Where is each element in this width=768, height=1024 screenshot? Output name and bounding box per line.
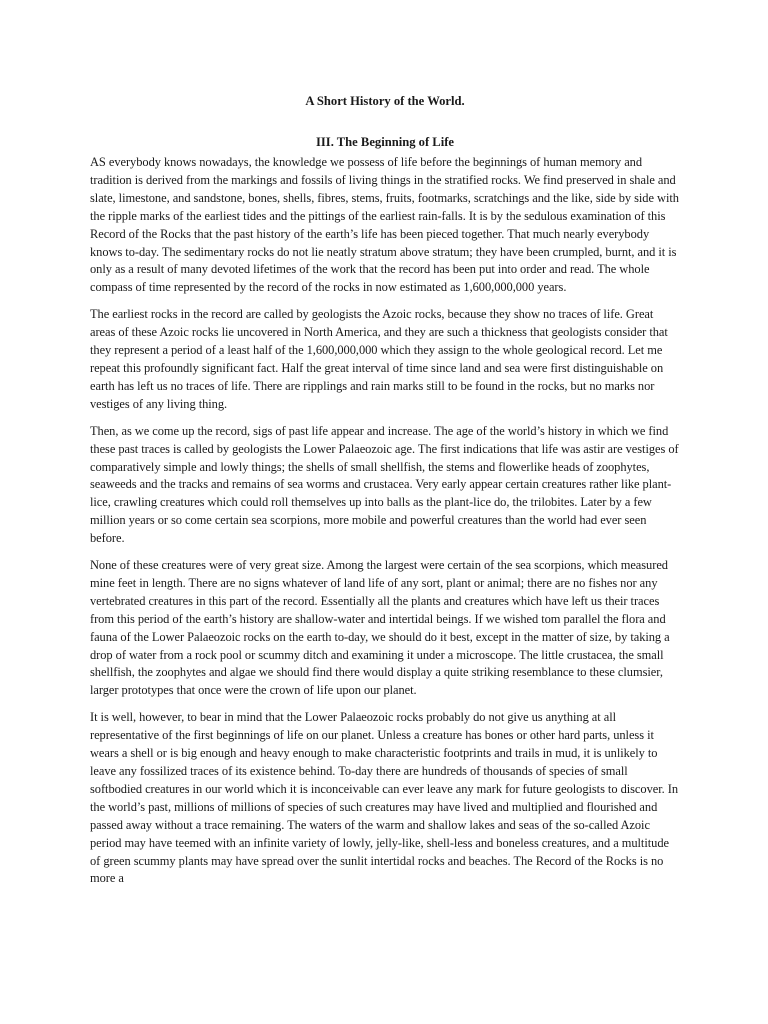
paragraph: It is well, however, to bear in mind that the Lower Palaeozoic rocks probably do not give us anything at all representative of the first beginnings of life on our planet. Unless a creature has bones or other hard parts, unless it wears a shell or is big enough and heavy enough to make characteristic footprints and trails in mud, it is unlikely to leave any fossilized traces of its existence behind. To-day there are hundreds of thousands of species of small softbodied creatures in our world which it is inconceivable can ever leave any mark for future geologists to discover. In the world’s past, millions of millions of species of such creatures may have lived and multiplied and flourished and passed away without a trace remaining. The waters of the warm and shallow lakes and seas of the so-called Azoic period may have teemed with an infinite variety of lowly, jelly-like, shell-less and boneless creatures, and a multitude of green scummy plants may have spread over the sunlit intertidal rocks and beaches. The Record of the Rocks is no more a — [90, 710, 678, 886]
paragraph: Then, as we come up the record, sigs of past life appear and increase. The age of the world’s history in which we find these past traces is called by geologists the Lower Palaeozoic age. The first indications that life was astir are vestiges of comparatively simple and lowly things; the shells of small shellfish, the stems and flowerlike heads of zoophytes, seaweeds and the tracks and remains of sea worms and crustacea. Very early appear certain creatures rather like plant-lice, crawling creatures which could roll themselves up into balls as the plant-lice do, the trilobites. Later by a few million years or so come certain sea scorpions, more mobile and powerful creatures than the world had ever seen before. — [90, 423, 679, 546]
chapter-heading: III. The Beginning of Life — [316, 135, 454, 149]
paragraph: The earliest rocks in the record are called by geologists the Azoic rocks, because they show no traces of life. Great areas of these Azoic rocks lie uncovered in North America, and they are such a thickness that geologists consider that they represent a period of a least half of the 1,600,000,000 which they assign to the whole geological record. Let me repeat this profoundly significant fact. Half the great interval of time since land and sea were first distinguishable on earth has left us no traces of life. There are ripplings and rain marks still to be found in the rocks, but no marks nor vestiges of any living thing. — [90, 307, 668, 411]
document-body — [90, 154, 680, 897]
paragraph: None of these creatures were of very great size. Among the largest were certain of the sea scorpions, which measured mine feet in length. There are no signs whatever of land life of any sort, plant or animal; there are no fishes nor any vertebrated creatures in this part of the record. Essentially all the plants and creatures which have left us their traces from this period of the earth’s history are shallow-water and intertidal beings. If we wished tom parallel the flora and fauna of the Lower Palaeozoic rocks on the earth to-day, we should do it best, except in the matter of size, by taking a drop of water from a rock pool or scummy ditch and examining it under a microscope. The little crustacea, the small shellfish, the zoophytes and algae we should find there would display a quite striking resemblance to these clumsier, larger prototypes that once were the crown of life upon our planet. — [90, 558, 670, 698]
document-title: A Short History of the World. — [305, 94, 465, 108]
paragraph: AS everybody knows nowadays, the knowledge we possess of life before the beginnings of human memory and tradition is derived from the markings and fossils of living things in the stratified rocks. We find preserved in shale and slate, limestone, and sandstone, bones, shells, fibres, stems, fruits, footmarks, scratchings and the like, side by side with the ripple marks of the earliest tides and the pittings of the earliest rain-falls. It is by the sedulous examination of this Record of the Rocks that the past history of the earth’s life has been pieced together. That much nearly everybody knows to-day. The sedimentary rocks do not lie neatly stratum above stratum; they have been crumpled, burnt, and it is only as a result of many devoted lifetimes of the work that the record has been put into order and read. The whole compass of time represented by the record of the rocks in now estimated as 1,600,000,000 years. — [90, 155, 679, 295]
